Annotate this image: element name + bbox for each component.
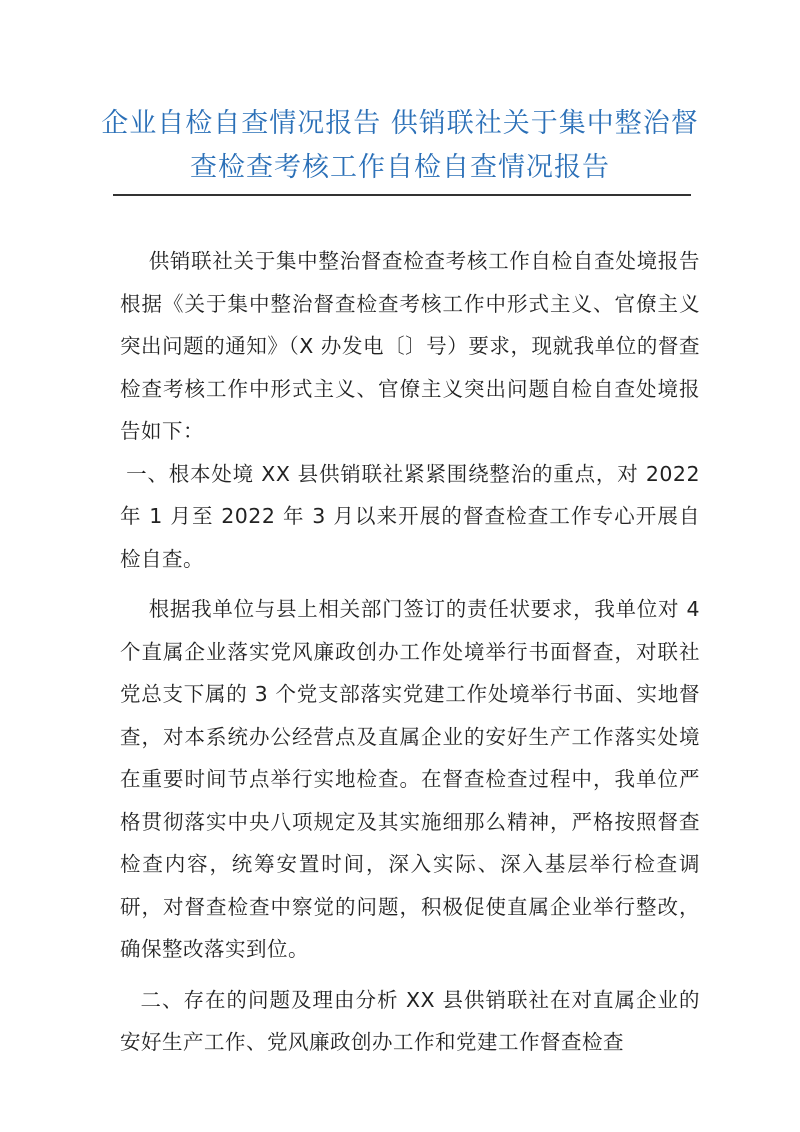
paragraph-section-1: 一、根本处境 XX 县供销联社紧紧围绕整治的重点，对 2022 年 1 月至 2022 年 3 月以来开展的督查检查工作专心开展自检自查。 xyxy=(120,461,700,571)
paragraph-section-2: 二、存在的问题及理由分析 XX 县供销联社在对直属企业的安好生产工作、党风廉政创办工作和党建工作督查检查 xyxy=(120,987,700,1054)
paragraph-details: 根据我单位与县上相关部门签订的责任状要求，我单位对 4 个直属企业落实党风廉政创办工作处境举行书面督查，对联社党总支下属的 3 个党支部落实党建工作处境举行书面、实地督查，对本系统办公经营点及直属企业的安好生产工作落实处境在重要时间节点举行实地检查。在督查检查过程中，我单位严格贯彻落实中央八项规定及其实施细那么精神，严格按照督查检查内容，统筹安置时间，深入实际、深入基层举行检查调研，对督查检查中察觉的问题，积极促使直属企业举行整改，确保整改落实到位。 xyxy=(120,597,700,961)
document-body xyxy=(120,240,700,1064)
paragraph-intro: 供销联社关于集中整治督查检查考核工作自检自查处境报告 根据《关于集中整治督查检查考核工作中形式主义、官僚主义突出问题的通知》（X 办发电〔〕号）要求，现就我单位的督查检查考核工作中形式主义、官僚主义突出问题自检自查处境报告如下： xyxy=(120,249,700,443)
document-title: 企业自检自查情况报告 供销联社关于集中整治督查检查考核工作自检自查情况报告 xyxy=(101,108,699,183)
title-divider xyxy=(113,194,691,196)
